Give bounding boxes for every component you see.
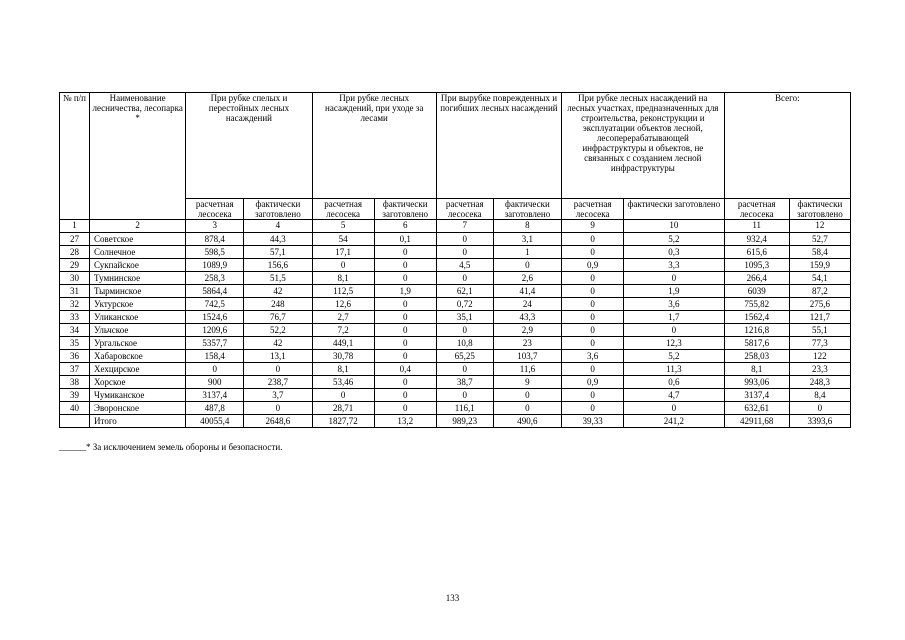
value-cell: 632,61 [724, 402, 789, 415]
value-cell: 65,25 [436, 350, 493, 363]
header-num: № п/п [60, 93, 90, 220]
row-number-cell: 31 [60, 285, 90, 298]
value-cell: 3137,4 [186, 389, 244, 402]
table-row [60, 298, 851, 311]
row-number-cell: 29 [60, 259, 90, 272]
forestry-name-cell: Уликанское [90, 311, 186, 324]
value-cell: 0 [312, 259, 374, 272]
header-sub-calc: расчетная лесосека [562, 199, 624, 220]
row-number-cell: 39 [60, 389, 90, 402]
header-group-mature: При рубке спелых и перестойных лесных насаждений [186, 93, 312, 199]
value-cell: 54,1 [789, 272, 850, 285]
value-cell: 1,7 [624, 311, 724, 324]
value-cell: 487,8 [186, 402, 244, 415]
table-row [60, 311, 851, 324]
table-row [60, 350, 851, 363]
value-cell: 0,4 [374, 363, 436, 376]
value-cell: 0 [562, 298, 624, 311]
value-cell: 0 [789, 402, 850, 415]
value-cell: 0 [436, 246, 493, 259]
value-cell: 0 [436, 389, 493, 402]
table-body [60, 233, 851, 428]
value-cell: 5817,6 [724, 337, 789, 350]
row-number-cell: 32 [60, 298, 90, 311]
value-cell: 0 [374, 402, 436, 415]
value-cell: 0,6 [624, 376, 724, 389]
value-cell: 3,3 [624, 259, 724, 272]
row-number-cell: 38 [60, 376, 90, 389]
header-row-main [60, 93, 851, 199]
forestry-name-cell: Чумиканское [90, 389, 186, 402]
table-row [60, 285, 851, 298]
header-sub-fact: фактически заготовлено [374, 199, 436, 220]
value-cell: 0 [374, 389, 436, 402]
table-row [60, 402, 851, 415]
footnote: ______* За исключением земель обороны и безопасности. [59, 442, 283, 452]
value-cell: 103,7 [493, 350, 561, 363]
value-cell: 0 [374, 259, 436, 272]
value-cell: 51,5 [244, 272, 312, 285]
table-row [60, 246, 851, 259]
value-cell: 0,9 [562, 259, 624, 272]
value-cell: 241,2 [624, 415, 724, 428]
value-cell: 13,1 [244, 350, 312, 363]
value-cell: 266,4 [724, 272, 789, 285]
table-row [60, 324, 851, 337]
value-cell: 598,5 [186, 246, 244, 259]
forestry-name-cell: Тумнинское [90, 272, 186, 285]
value-cell: 158,4 [186, 350, 244, 363]
value-cell: 0,9 [562, 376, 624, 389]
value-cell: 8,1 [312, 272, 374, 285]
forestry-name-cell: Ургальское [90, 337, 186, 350]
value-cell: 932,4 [724, 233, 789, 246]
value-cell: 5,2 [624, 350, 724, 363]
value-cell: 112,5 [312, 285, 374, 298]
table-row [60, 233, 851, 246]
header-sub-calc: расчетная лесосека [724, 199, 789, 220]
forestry-name-cell: Сукпайское [90, 259, 186, 272]
value-cell: 0 [562, 233, 624, 246]
value-cell: 248 [244, 298, 312, 311]
row-number-cell: 33 [60, 311, 90, 324]
page-number: 133 [445, 593, 460, 603]
value-cell: 0 [562, 363, 624, 376]
column-number-cell: 4 [244, 220, 312, 233]
value-cell: 5,2 [624, 233, 724, 246]
table-row [60, 337, 851, 350]
value-cell: 12,3 [624, 337, 724, 350]
value-cell: 0 [624, 272, 724, 285]
value-cell: 1827,72 [312, 415, 374, 428]
value-cell: 0 [374, 337, 436, 350]
column-number-cell: 8 [493, 220, 561, 233]
header-sub-fact: фактически заготовлено [493, 199, 561, 220]
value-cell: 0,72 [436, 298, 493, 311]
value-cell: 490,6 [493, 415, 561, 428]
value-cell: 878,4 [186, 233, 244, 246]
forestry-name-cell: Эворонское [90, 402, 186, 415]
forestry-name-cell: Солнечное [90, 246, 186, 259]
value-cell: 0 [244, 402, 312, 415]
value-cell: 62,1 [436, 285, 493, 298]
value-cell: 28,71 [312, 402, 374, 415]
value-cell: 248,3 [789, 376, 850, 389]
value-cell: 1562,4 [724, 311, 789, 324]
value-cell: 615,6 [724, 246, 789, 259]
value-cell: 0 [374, 376, 436, 389]
value-cell: 2,7 [312, 311, 374, 324]
forestry-name-cell: Уктурское [90, 298, 186, 311]
header-sub-fact: фактически заготовлено [244, 199, 312, 220]
column-number-cell: 7 [436, 220, 493, 233]
row-number-cell: 27 [60, 233, 90, 246]
value-cell: 76,7 [244, 311, 312, 324]
value-cell: 0,3 [624, 246, 724, 259]
column-number-cell: 5 [312, 220, 374, 233]
value-cell: 10,8 [436, 337, 493, 350]
value-cell: 258,03 [724, 350, 789, 363]
value-cell: 993,06 [724, 376, 789, 389]
column-number-cell: 3 [186, 220, 244, 233]
value-cell: 0 [562, 337, 624, 350]
value-cell: 0 [436, 272, 493, 285]
value-cell: 87,2 [789, 285, 850, 298]
value-cell: 1095,3 [724, 259, 789, 272]
value-cell: 0 [244, 363, 312, 376]
value-cell: 1,9 [374, 285, 436, 298]
value-cell: 57,1 [244, 246, 312, 259]
value-cell: 39,33 [562, 415, 624, 428]
value-cell: 0 [374, 298, 436, 311]
value-cell: 0 [374, 350, 436, 363]
value-cell: 2648,6 [244, 415, 312, 428]
value-cell: 52,7 [789, 233, 850, 246]
row-number-cell: 28 [60, 246, 90, 259]
value-cell: 9 [493, 376, 561, 389]
forestry-name-cell: Хехцирское [90, 363, 186, 376]
column-number-cell: 1 [60, 220, 90, 233]
column-number-cell: 2 [90, 220, 186, 233]
value-cell: 0 [374, 311, 436, 324]
value-cell: 0 [436, 324, 493, 337]
value-cell: 1216,8 [724, 324, 789, 337]
column-number-cell: 11 [724, 220, 789, 233]
value-cell: 1 [493, 246, 561, 259]
forestry-name-cell: Тырминское [90, 285, 186, 298]
value-cell: 1,9 [624, 285, 724, 298]
value-cell: 0 [186, 363, 244, 376]
value-cell: 0 [374, 324, 436, 337]
row-number-cell: 40 [60, 402, 90, 415]
value-cell: 0,1 [374, 233, 436, 246]
value-cell: 8,1 [312, 363, 374, 376]
value-cell: 122 [789, 350, 850, 363]
value-cell: 116,1 [436, 402, 493, 415]
value-cell: 755,82 [724, 298, 789, 311]
header-sub-fact: фактически заготовлено [789, 199, 850, 220]
column-number-cell: 12 [789, 220, 850, 233]
value-cell: 38,7 [436, 376, 493, 389]
value-cell: 159,9 [789, 259, 850, 272]
value-cell: 0 [562, 324, 624, 337]
value-cell: 23 [493, 337, 561, 350]
forestry-name-cell: Итого [90, 415, 186, 428]
value-cell: 13,2 [374, 415, 436, 428]
value-cell: 42 [244, 337, 312, 350]
row-number-cell: 37 [60, 363, 90, 376]
table-row [60, 363, 851, 376]
header-sub-calc: расчетная лесосека [436, 199, 493, 220]
value-cell: 3137,4 [724, 389, 789, 402]
value-cell: 53,46 [312, 376, 374, 389]
value-cell: 1524,6 [186, 311, 244, 324]
value-cell: 12,6 [312, 298, 374, 311]
value-cell: 0 [493, 389, 561, 402]
value-cell: 40055,4 [186, 415, 244, 428]
value-cell: 5357,7 [186, 337, 244, 350]
value-cell: 0 [436, 363, 493, 376]
header-group-damaged: При вырубке поврежденных и погибших лесных насаждений [436, 93, 561, 199]
table-row [60, 272, 851, 285]
value-cell: 449,1 [312, 337, 374, 350]
value-cell: 44,3 [244, 233, 312, 246]
value-cell: 6039 [724, 285, 789, 298]
value-cell: 55,1 [789, 324, 850, 337]
header-sub-calc: расчетная лесосека [312, 199, 374, 220]
value-cell: 0 [562, 311, 624, 324]
header-group-infrastructure: При рубке лесных насаждений на лесных участках, предназначенных для строительства, реконструкции и эксплуатации объектов лесной, лесоперерабатывающей инфраструктуры и объектов, не связанных с созданием лесной инфраструктуры [562, 93, 725, 199]
forestry-name-cell: Советское [90, 233, 186, 246]
forestry-name-cell: Ульчское [90, 324, 186, 337]
table-row [60, 259, 851, 272]
value-cell: 0 [374, 272, 436, 285]
value-cell: 0 [562, 285, 624, 298]
value-cell: 121,7 [789, 311, 850, 324]
header-sub-fact: фактически заготовлено [624, 199, 724, 220]
value-cell: 11,6 [493, 363, 561, 376]
row-number-cell: 35 [60, 337, 90, 350]
row-number-cell: 36 [60, 350, 90, 363]
value-cell: 8,1 [724, 363, 789, 376]
value-cell: 41,4 [493, 285, 561, 298]
row-number-cell: 34 [60, 324, 90, 337]
value-cell: 24 [493, 298, 561, 311]
value-cell: 989,23 [436, 415, 493, 428]
forestry-name-cell: Хабаровское [90, 350, 186, 363]
value-cell: 1089,9 [186, 259, 244, 272]
value-cell: 3,6 [562, 350, 624, 363]
value-cell: 275,6 [789, 298, 850, 311]
column-number-cell: 6 [374, 220, 436, 233]
value-cell: 35,1 [436, 311, 493, 324]
value-cell: 3,7 [244, 389, 312, 402]
value-cell: 7,2 [312, 324, 374, 337]
value-cell: 0 [562, 246, 624, 259]
total-row [60, 415, 851, 428]
value-cell: 54 [312, 233, 374, 246]
table-row [60, 389, 851, 402]
value-cell: 900 [186, 376, 244, 389]
value-cell: 0 [493, 402, 561, 415]
value-cell: 0 [562, 272, 624, 285]
value-cell: 2,6 [493, 272, 561, 285]
value-cell: 0 [312, 389, 374, 402]
value-cell: 238,7 [244, 376, 312, 389]
value-cell: 3393,6 [789, 415, 850, 428]
table-row [60, 376, 851, 389]
value-cell: 258,3 [186, 272, 244, 285]
value-cell: 0 [436, 233, 493, 246]
value-cell: 43,3 [493, 311, 561, 324]
value-cell: 52,2 [244, 324, 312, 337]
value-cell: 42 [244, 285, 312, 298]
value-cell: 17,1 [312, 246, 374, 259]
column-number-cell: 10 [624, 220, 724, 233]
value-cell: 23,3 [789, 363, 850, 376]
row-number-cell [60, 415, 90, 428]
value-cell: 30,78 [312, 350, 374, 363]
value-cell: 156,6 [244, 259, 312, 272]
row-number-cell: 30 [60, 272, 90, 285]
value-cell: 4,5 [436, 259, 493, 272]
value-cell: 77,3 [789, 337, 850, 350]
value-cell: 0 [562, 389, 624, 402]
value-cell: 4,7 [624, 389, 724, 402]
value-cell: 0 [374, 246, 436, 259]
forestry-name-cell: Хорское [90, 376, 186, 389]
value-cell: 742,5 [186, 298, 244, 311]
value-cell: 8,4 [789, 389, 850, 402]
header-group-care: При рубке лесных насаждений, при уходе за лесами [312, 93, 436, 199]
value-cell: 3,1 [493, 233, 561, 246]
value-cell: 1209,6 [186, 324, 244, 337]
value-cell: 0 [493, 259, 561, 272]
value-cell: 2,9 [493, 324, 561, 337]
value-cell: 0 [624, 402, 724, 415]
value-cell: 42911,68 [724, 415, 789, 428]
column-number-cell: 9 [562, 220, 624, 233]
header-row-column-numbers [60, 220, 851, 233]
header-sub-calc: расчетная лесосека [186, 199, 244, 220]
value-cell: 0 [562, 402, 624, 415]
value-cell: 5864,4 [186, 285, 244, 298]
header-group-total: Всего: [724, 93, 850, 199]
value-cell: 58,4 [789, 246, 850, 259]
value-cell: 0 [624, 324, 724, 337]
header-name: Наименование лесничества, лесопарка * [90, 93, 186, 220]
value-cell: 3,6 [624, 298, 724, 311]
forestry-data-table [59, 92, 851, 428]
value-cell: 11,3 [624, 363, 724, 376]
